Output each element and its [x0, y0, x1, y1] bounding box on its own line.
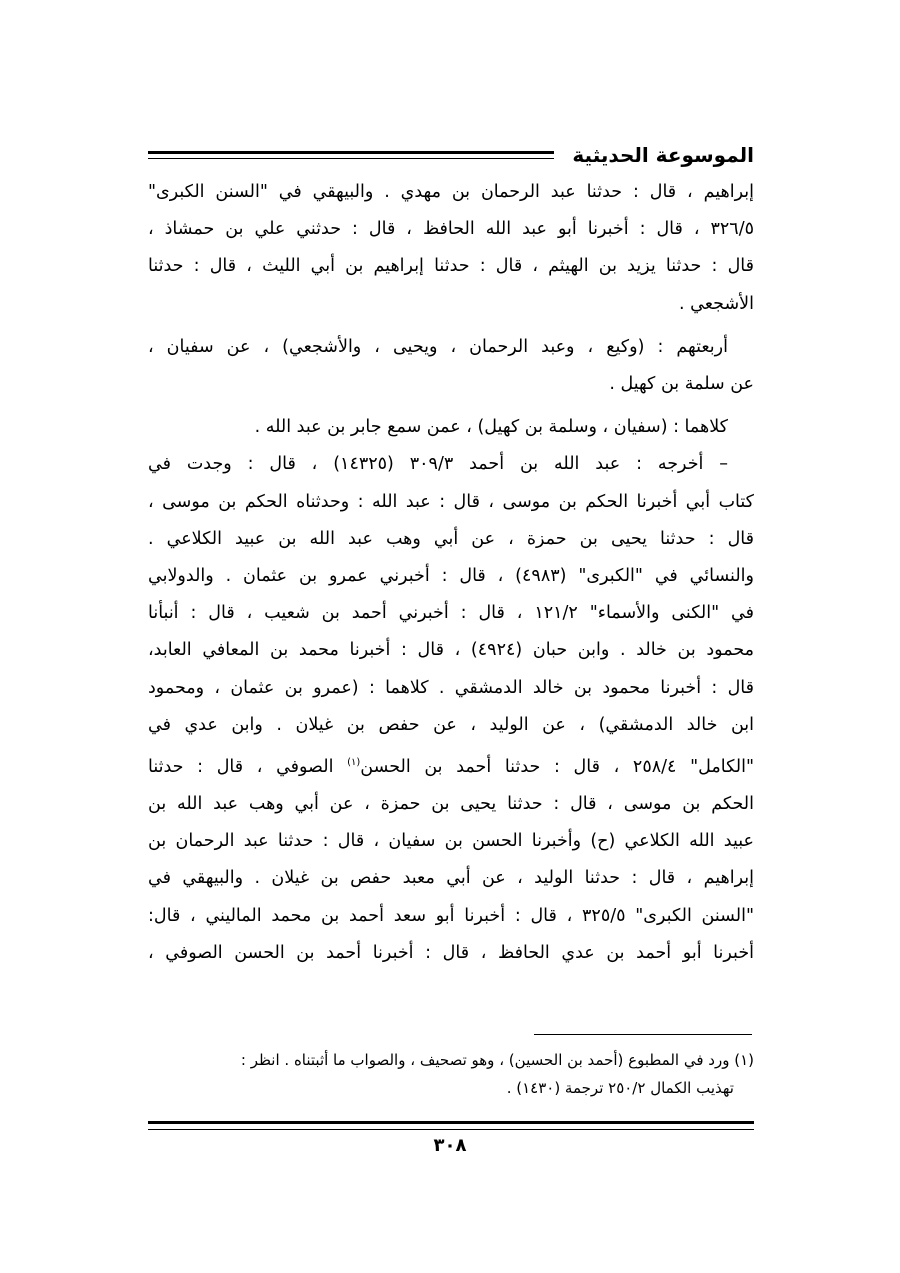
footnote-line: (١) ورد في المطبوع (أحمد بن الحسين) ، وهو تصحيف ، والصواب ما أثبتناه . انظر : — [240, 1051, 754, 1069]
footnote-line: تهذيب الكمال ٢٥٠/٢ ترجمة (١٤٣٠) . — [506, 1079, 734, 1097]
header-rule-long — [148, 151, 554, 159]
text-line: قال : أخبرنا محمود بن خالد الدمشقي . كلاهما : (عمرو بن عثمان ، ومحمود — [148, 677, 754, 698]
text-line: عبيد الله الكلاعي (ح) وأخبرنا الحسن بن سفيان ، قال : حدثنا عبد الرحمان بن — [148, 831, 754, 852]
main-text — [148, 174, 754, 972]
footnote-reference[interactable]: (١) — [347, 757, 361, 769]
text-line: في "الكنى والأسماء" ١٢١/٢ ، قال : أخبرني أحمد بن شعيب ، قال : أنبأنا — [148, 603, 754, 624]
running-header — [148, 140, 754, 174]
text-line: محمود بن خالد . وابن حبان (٤٩٢٤) ، قال : أخبرنا محمد بن المعافي العابد، — [148, 640, 754, 661]
text-segment: "الكامل" ٢٥٨/٤ ، قال : حدثنا أحمد بن الحسن — [360, 756, 754, 777]
page-number: ٣٠٨ — [433, 1135, 467, 1156]
text-line: والنسائي في "الكبرى" (٤٩٨٣) ، قال : أخبرني عمرو بن عثمان . والدولابي — [148, 566, 754, 587]
text-segment: الصوفي ، قال : حدثنا — [148, 756, 334, 777]
text-line: أربعتهم : (وكيع ، وعبد الرحمان ، ويحيى ، والأشجعي) ، عن سفيان ، — [148, 336, 728, 357]
text-line: الأشجعي . — [679, 293, 754, 314]
text-line: ابن خالد الدمشقي) ، عن الوليد ، عن حفص بن غيلان . وابن عدي في — [148, 714, 754, 735]
text-line: إبراهيم ، قال : حدثنا عبد الرحمان بن مهدي . والبيهقي في "السنن الكبرى" — [148, 182, 754, 202]
text-line: إبراهيم ، قال : حدثنا الوليد ، عن أبي معبد حفص بن غيلان . والبيهقي في — [148, 868, 754, 889]
text-line-with-footnote — [148, 744, 754, 786]
text-line: أخبرنا أبو أحمد بن عدي الحافظ ، قال : أخبرنا أحمد بن الحسن الصوفي ، — [148, 942, 754, 963]
text-line: ٣٢٦/٥ ، قال : أخبرنا أبو عبد الله الحافظ ، قال : حدثني علي بن حمشاذ ، — [148, 219, 754, 240]
text-line: كلاهما : (سفيان ، وسلمة بن كهيل) ، عمن سمع جابر بن عبد الله . — [254, 417, 728, 438]
text-line: قال : حدثنا يحيى بن حمزة ، عن أبي وهب عبد الله بن عبيد الكلاعي . — [148, 528, 754, 549]
text-line: قال : حدثنا يزيد بن الهيثم ، قال : حدثنا إبراهيم بن أبي الليث ، قال : حدثنا — [148, 256, 754, 277]
text-line: عن سلمة بن كهيل . — [609, 374, 754, 395]
text-line: كتاب أبي أخبرنا الحكم بن موسى ، قال : عبد الله : وحدثناه الحكم بن موسى ، — [148, 491, 754, 512]
text-line: – أخرجه : عبد الله بن أحمد ٣٠٩/٣ (١٤٣٢٥) ، قال : وجدت في — [148, 454, 729, 475]
footnote — [148, 1046, 754, 1102]
footnote-separator — [534, 1034, 752, 1035]
text-line: "السنن الكبرى" ٣٢٥/٥ ، قال : أخبرنا أبو سعد أحمد بن محمد الماليني ، قال: — [148, 905, 755, 926]
text-line: الحكم بن موسى ، قال : حدثنا يحيى بن حمزة ، عن أبي وهب عبد الله بن — [148, 794, 754, 815]
footer-rule — [148, 1121, 754, 1130]
header-title: الموسوعة الحديثية — [558, 140, 754, 170]
